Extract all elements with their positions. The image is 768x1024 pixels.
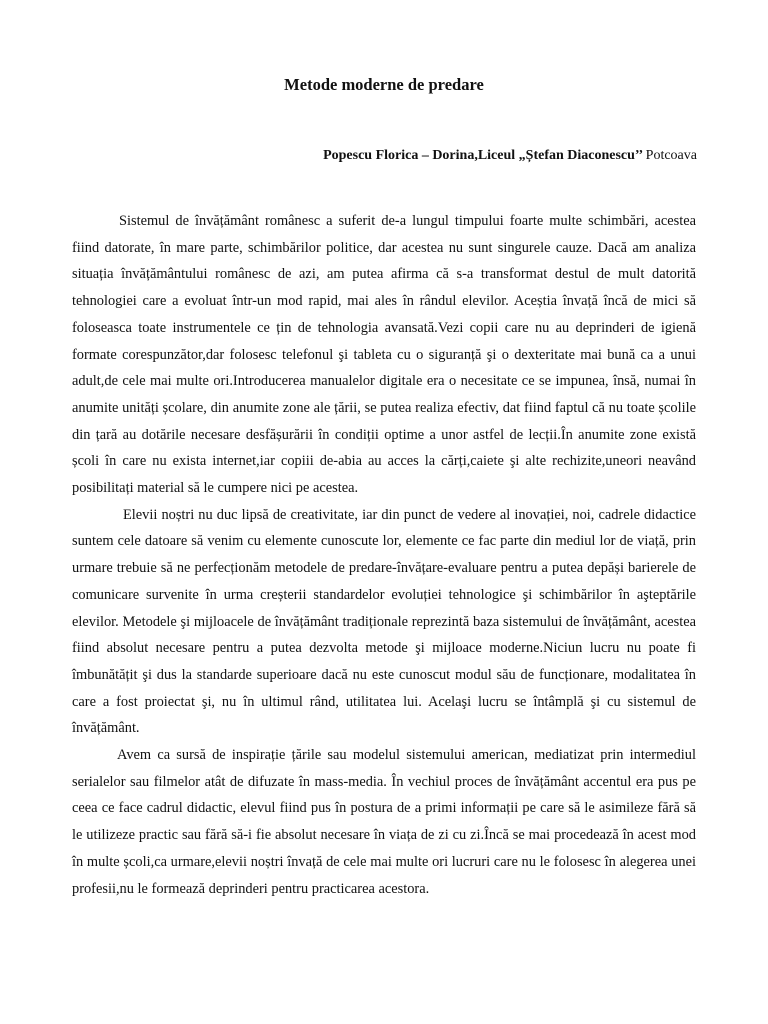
author-and-school: Popescu Florica – Dorina,Liceul „Ștefan Diaconescu’’ bbox=[323, 148, 646, 163]
paragraph-1: Sistemul de învățământ românesc a suferit de-a lungul timpului foarte multe schimbări, acestea fiind datorate, în mare parte, schimbărilor politice, dar acestea nu sunt singurele cauze. Dacă am analiza situația învățământului românesc de azi, am putea afirma că s-a transformat destul de mult datorită tehnologiei care a evoluat într-un mod rapid, mai ales în rândul elevilor. Aceștia învață încă de mici să foloseasca toate instrumentele ce țin de tehnologia avansată.Vezi copii care nu au deprinderi de igienă formate corespunzător,dar folosesc telefonul şi tableta cu o siguranță şi o dexteritate mai bună ca a unui adult,de cele mai multe ori.Introducerea manualelor digitale era o necesitate ce se impunea, însă, numai în anumite unități școlare, din anumite zone ale țării, se putea realiza efectiv, dat fiind faptul că nu toate școlile din țară au dotările necesare desfășurării în condiții optime a unor astfel de lecții.În anumite zone există școli în care nu exista internet,iar copiii de-abia au acces la cărți,caiete şi alte rechizite,uneori neavând posibilitați material să le cumpere nici pe acestea. bbox=[72, 213, 696, 497]
document-title: Metode moderne de predare bbox=[284, 75, 484, 94]
author-byline bbox=[323, 146, 697, 166]
paragraph-2: Elevii noștri nu duc lipsă de creativitate, iar din punct de vedere al inovației, noi, cadrele didactice suntem cele datoare să venim cu elemente cunoscute lor, elemente ce fac parte din mediul lor de viață, prin urmare trebuie să ne perfecționăm metodele de predare-învățare-evaluare pentru a putea depăși barierele de comunicare survenite în urma creșterii standardelor evoluției tehnologice şi schimbărilor în aşteptările elevilor. Metodele şi mijloacele de învățământ tradiționale reprezintă baza sistemului de învățământ, acestea fiind absolut necesare pentru a putea dezvolta metode şi mijloace moderne.Niciun lucru nu poate fi îmbunătățit şi dus la standarde superioare dacă nu este cunoscut modul său de funcționare, modalitatea în care a fost proiectat şi, nu în ultimul rând, utilitatea lui. Acelaşi lucru se întâmplă şi cu sistemul de învățământ. bbox=[72, 506, 696, 737]
school-location: Potcoava bbox=[645, 148, 697, 163]
document-body bbox=[72, 208, 696, 902]
paragraph-3: Avem ca sursă de inspirație țările sau modelul sistemului american, mediatizat prin intermediul serialelor sau filmelor atât de difuzate în mass-media. În vechiul proces de învățământ accentul era pus pe ceea ce face cadrul didactic, elevul fiind pus în postura de a primi informații pe care să le asimileze fără să le utilizeze practic sau fără să-i fie absolut necesare în viața de zi cu zi.Încă se mai procedează în acest mod în multe școli,ca urmare,elevii noștri învață de cele mai multe ori lucruri care nu le folosesc în alegerea unei profesii,nu le formează deprinderi pentru practicarea acestora. bbox=[72, 747, 696, 897]
